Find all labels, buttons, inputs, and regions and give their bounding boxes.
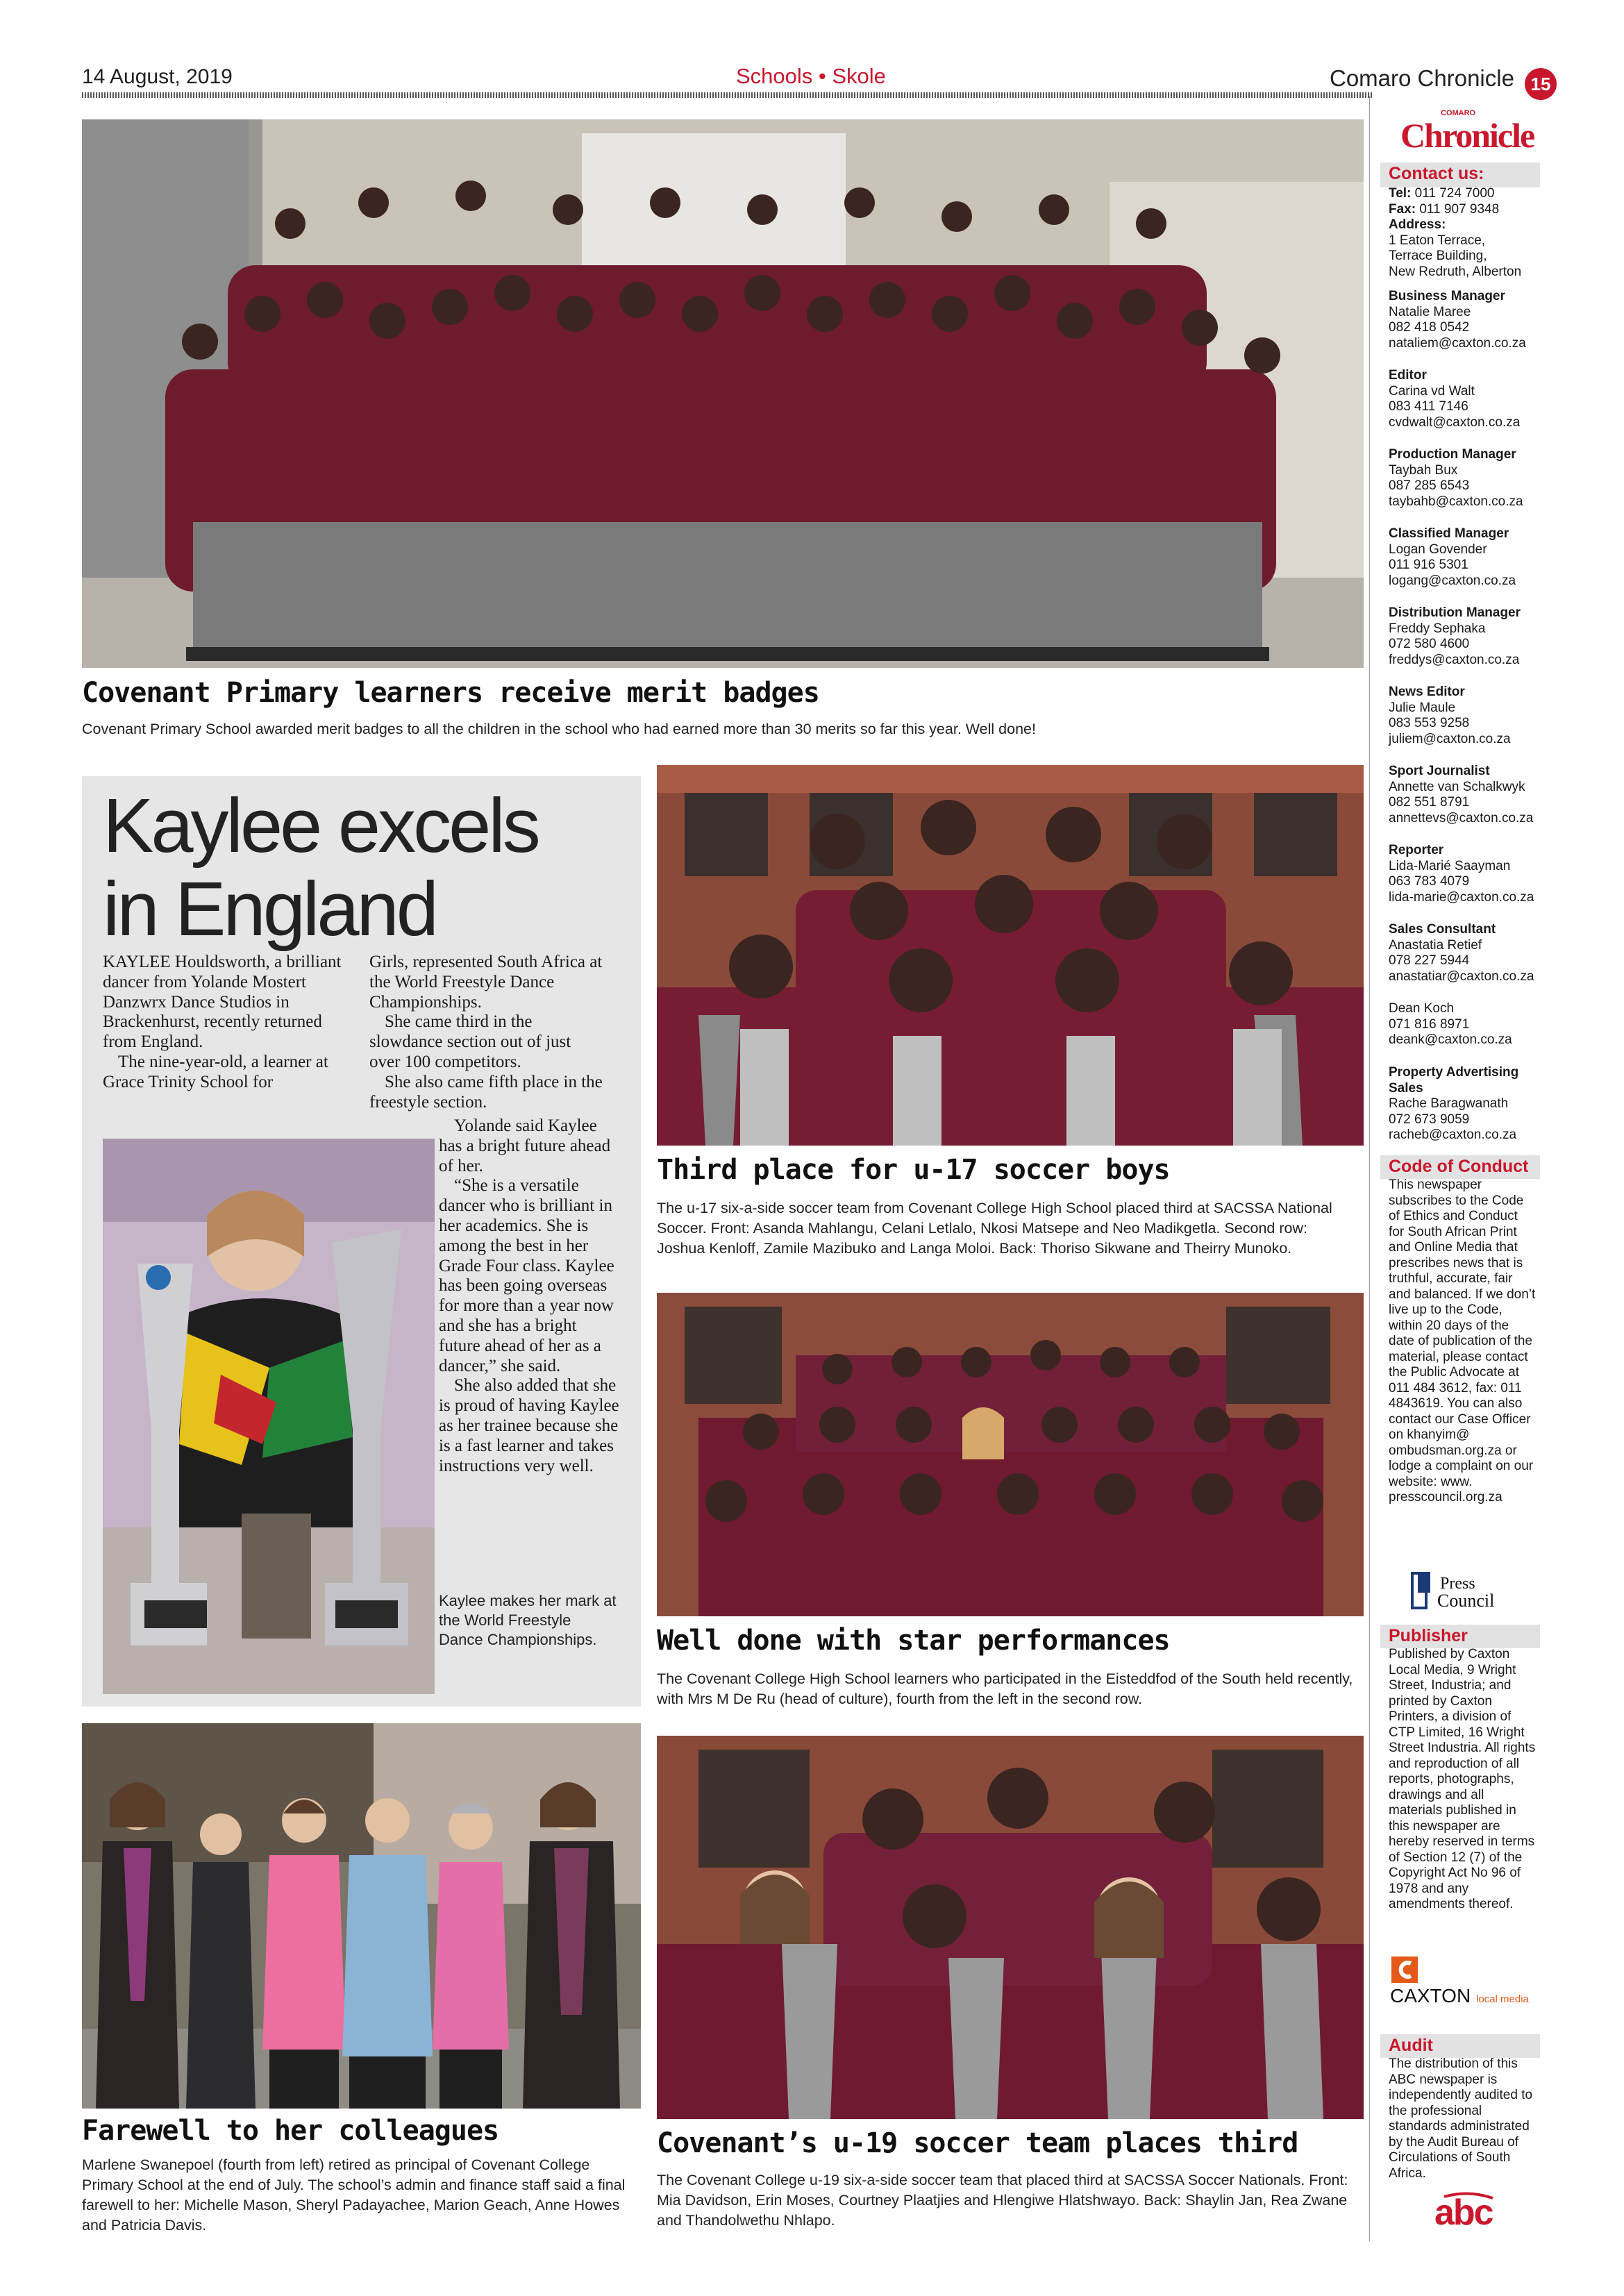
staff-email[interactable]: annettevs@caxton.co.za (1389, 810, 1534, 826)
merit-headline: Covenant Primary learners receive merit badges (82, 677, 819, 709)
code-of-conduct-text: This newspaper subscribes to the Code of Ethics and Conduct for South African Print and Online Media that prescribes news that is truthful, accurate, fair and balanced. If we don’t live up to the Code, within 20 days of the date of publication of the material, please contact the Public Advocate at 011 484 3612, fax: 011 4843619. You can also contact our Case Officer on khanyim@ ombudsman.org.za or lodge a complaint on our website: www. presscouncil.org.za (1389, 1178, 1536, 1505)
staff-role: Editor (1389, 368, 1427, 383)
staff-email[interactable]: logang@caxton.co.za (1389, 573, 1516, 588)
abc-logo (1430, 2191, 1507, 2236)
staff-phone: 083 411 7146 (1389, 399, 1468, 414)
farewell-caption: Marlene Swanepoel (fourth from left) retired as principal of Covenant College Primary School at the end of July. The school’s admin and finance staff said a final farewell to her: Michelle Mason, Sheryl Padayachee, Marion Geach, Anne Howes and Patricia Davis. (82, 2156, 626, 2234)
staff-phone: 082 551 8791 (1389, 795, 1470, 810)
staff-sport-journalist (1389, 764, 1541, 826)
kaylee-column-2 (369, 953, 605, 1112)
kaylee-column-1 (103, 953, 346, 1093)
address-label: Address: (1389, 217, 1446, 232)
chronicle-logo (1399, 104, 1534, 153)
tel-label: Tel: (1389, 186, 1412, 201)
audit-text: The distribution of this ABC newspaper is independently audited to the professional standards administrated by the Audit Bureau of Circulations of South Africa. (1389, 2056, 1533, 2181)
staff-phone: 072 673 9059 (1389, 1112, 1470, 1127)
staff-role: Sales Consultant (1389, 922, 1496, 937)
kaylee-column-3 (439, 1116, 619, 1476)
staff-role: Sport Journalist (1389, 764, 1490, 778)
kaylee-headline-line1: Kaylee excels (103, 783, 538, 869)
staff-email[interactable]: nataliem@caxton.co.za (1389, 335, 1526, 351)
tel-number: 011 724 7000 (1414, 186, 1495, 201)
staff-phone: 071 816 8971 (1389, 1016, 1470, 1032)
staff-name: Dean Koch (1389, 1001, 1455, 1016)
merit-caption: Covenant Primary School awarded merit badges to all the children in the school who had earned more than 30 merits so far this year. Well done! (82, 721, 1036, 737)
kaylee-paragraph: She came third in the slowdance section out of just over 100 competitors. (369, 1012, 571, 1071)
kaylee-paragraph: Girls, represented South Africa at the World Freestyle Dance Championships. (369, 953, 603, 1012)
staff-email[interactable]: freddys@caxton.co.za (1389, 652, 1520, 667)
staff-sales-consultant-2 (1389, 1001, 1541, 1048)
u19-headline: Covenant’s u-19 soccer team places third (657, 2127, 1298, 2159)
staff-email[interactable]: anastatiar@caxton.co.za (1389, 969, 1534, 984)
staff-phone: 083 553 9258 (1389, 716, 1470, 730)
publisher-heading: Publisher (1389, 1626, 1468, 1645)
staff-reporter (1389, 843, 1541, 905)
staff-name: Rache Baragwanath (1389, 1096, 1509, 1111)
farewell-headline: Farewell to her colleagues (82, 2115, 499, 2147)
issue-date: 14 August, 2019 (82, 65, 233, 88)
u19-soccer-team-photo (657, 1736, 1364, 2119)
staff-phone: 087 285 6543 (1389, 478, 1470, 493)
staff-phone: 072 580 4600 (1389, 637, 1470, 651)
staff-email[interactable]: juliem@caxton.co.za (1389, 731, 1511, 746)
staff-phone: 082 418 0542 (1389, 320, 1470, 335)
staff-news-editor (1389, 685, 1541, 747)
staff-name: Logan Govender (1389, 542, 1487, 557)
kaylee-paragraph: “She is a versatile dancer who is brilliant in her academics. She is among the best in her Grade Four class. Kaylee has been going overseas for more than a year now and she has a bright future ahead of her as a dancer,” she said. (439, 1176, 614, 1375)
u17-soccer-team-photo (657, 765, 1364, 1146)
staff-email[interactable]: cvdwalt@caxton.co.za (1389, 414, 1521, 430)
staff-business-manager (1389, 289, 1541, 351)
staff-classified-manager (1389, 526, 1541, 589)
caxton-tagline: local media (1476, 1993, 1529, 2005)
kaylee-paragraph: Yolande said Kaylee has a bright future ahead of her. (439, 1116, 611, 1175)
staff-role: Property Advertising Sales (1389, 1065, 1519, 1096)
staff-name: Taybah Bux (1389, 462, 1458, 478)
merit-badges-group-photo (82, 119, 1364, 668)
address-line: 1 Eaton Terrace, (1389, 233, 1486, 248)
staff-distribution-manager (1389, 605, 1541, 668)
staff-email[interactable]: lida-marie@caxton.co.za (1389, 889, 1534, 905)
u17-headline: Third place for u-17 soccer boys (657, 1154, 1170, 1186)
kaylee-trophy-photo (103, 1139, 435, 1694)
staff-production-manager (1389, 447, 1541, 510)
eisteddfod-headline: Well done with star performances (657, 1625, 1170, 1657)
section-title: Schools • Skole (736, 64, 886, 88)
kaylee-paragraph: She also added that she is proud of having Kaylee as her trainee because she is a fast learner and takes instructions very well. (439, 1376, 619, 1475)
eisteddfod-group-photo (657, 1293, 1364, 1616)
staff-phone: 011 916 5301 (1389, 558, 1468, 572)
staff-phone: 078 227 5944 (1389, 953, 1470, 968)
sidebar-divider (1369, 96, 1370, 2241)
contact-heading: Contact us: (1389, 164, 1484, 183)
code-of-conduct-heading: Code of Conduct (1389, 1157, 1529, 1176)
fax-label: Fax: (1389, 201, 1416, 217)
audit-heading: Audit (1389, 2036, 1433, 2055)
kaylee-paragraph: She also came fifth place in the freestyle section. (369, 1072, 603, 1112)
contact-details (1389, 186, 1541, 280)
press-council-logo (1409, 1570, 1527, 1612)
kaylee-photo-caption: Kaylee makes her mark at the World Freestyle Dance Championships. (439, 1592, 617, 1648)
eisteddfod-caption: The Covenant College High School learners who participated in the Eisteddfod of the South held recently, with Mrs M De Ru (head of culture), fourth from the left in the second row. (657, 1670, 1353, 1707)
staff-name: Carina vd Walt (1389, 383, 1475, 399)
staff-name: Anastatia Retief (1389, 937, 1482, 953)
staff-role: News Editor (1389, 685, 1465, 699)
staff-role: Distribution Manager (1389, 605, 1521, 620)
address-line: New Redruth, Alberton (1389, 264, 1522, 279)
kaylee-paragraph: The nine-year-old, a learner at Grace Trinity School for (103, 1052, 328, 1091)
caxton-logo (1389, 1955, 1541, 2006)
staff-name: Julie Maule (1389, 700, 1456, 715)
staff-email[interactable]: taybahb@caxton.co.za (1389, 494, 1523, 509)
page-number-badge: 15 (1525, 68, 1557, 100)
staff-role: Reporter (1389, 843, 1444, 857)
staff-role: Business Manager (1389, 289, 1505, 303)
staff-phone: 063 783 4079 (1389, 874, 1470, 889)
fax-number: 011 907 9348 (1419, 201, 1500, 217)
press-council-line2: Council (1437, 1591, 1495, 1611)
logo-small-text: COMARO (1441, 109, 1476, 117)
staff-property-advertising (1389, 1065, 1541, 1143)
staff-email[interactable]: racheb@caxton.co.za (1389, 1128, 1517, 1142)
farewell-staff-photo (82, 1723, 641, 2109)
staff-name: Annette van Schalkwyk (1389, 779, 1525, 794)
kaylee-headline (103, 785, 630, 951)
staff-sales-consultant (1389, 922, 1541, 984)
logo-main-text: Chronicle (1400, 116, 1534, 153)
staff-role: Classified Manager (1389, 526, 1509, 541)
kaylee-paragraph: KAYLEE Houldsworth, a brilliant dancer from Yolande Mostert Danzwrx Dance Studios in Brackenhurst, recently returned from England. (103, 953, 342, 1052)
header-rule (82, 92, 1373, 98)
publisher-text: Published by Caxton Local Media, 9 Wright Street, Industria; and printed by Caxton Printers, a division of CTP Limited, 16 Wright Street Industria. All rights and reproduction of all reports, photographs, drawings and all materials published in this newspaper are hereby reserved in terms of Section 12 (7) of the Copyright Act No 96 of 1978 and any amendments thereof. (1389, 1647, 1536, 1911)
staff-email[interactable]: deank@caxton.co.za (1389, 1032, 1512, 1047)
abc-logo-text: abc (1434, 2193, 1493, 2233)
caxton-name: CAXTON (1390, 1985, 1471, 2006)
staff-name: Lida-Marié Saayman (1389, 858, 1511, 873)
newspaper-name: Comaro Chronicle (1330, 65, 1514, 91)
staff-editor (1389, 368, 1541, 430)
staff-name: Freddy Sephaka (1389, 621, 1486, 636)
address-line: Terrace Building, (1389, 249, 1487, 263)
press-council-line1: Press (1440, 1575, 1475, 1593)
u17-caption: The u-17 six-a-side soccer team from Covenant College High School placed third at SACSSA National Soccer. Front: Asanda Mahlangu, Celani Letlalo, Nkosi Matsepe and Neo Madikgetla. Second row: Joshua Kenloff, Zamile Mazibuko and Langa Moloi. Back: Thoriso Sikwane and Theirry Munoko. (657, 1200, 1332, 1257)
staff-role: Production Manager (1389, 447, 1516, 462)
staff-name: Natalie Maree (1389, 304, 1471, 319)
kaylee-headline-line2: in England (103, 866, 436, 952)
u19-caption: The Covenant College u-19 six-a-side soccer team that placed third at SACSSA Soccer Nationals. Front: Mia Davidson, Erin Moses, Courtney Plaatjies and Hlengiwe Hlatshwayo. Back: Shaylin Jan, Rea Zwane and Thandolwethu Nhlapo. (657, 2172, 1348, 2229)
